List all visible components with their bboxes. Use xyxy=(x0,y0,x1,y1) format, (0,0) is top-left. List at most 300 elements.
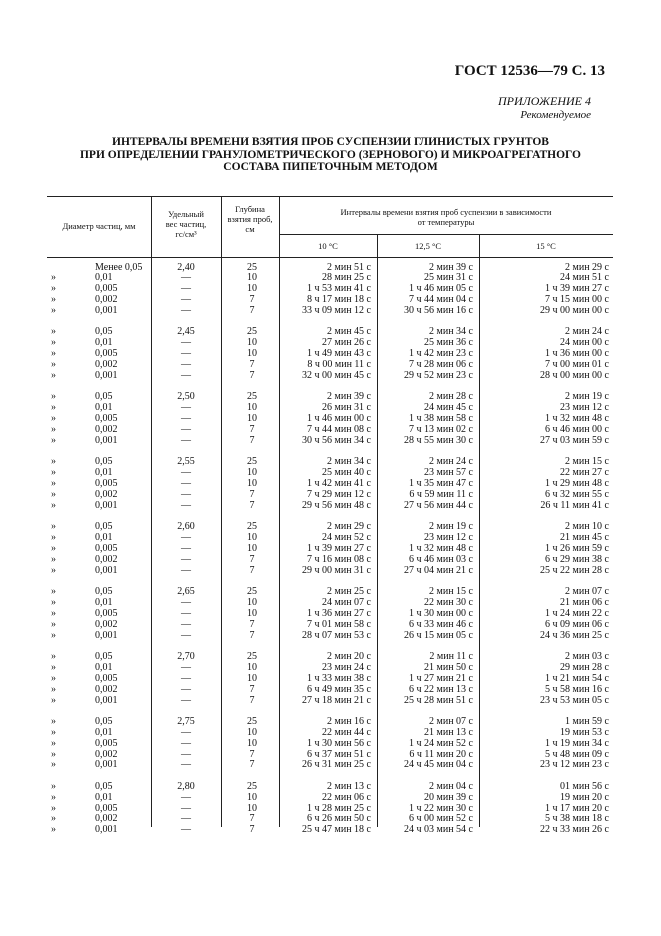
cell-ditto-mark: » xyxy=(51,780,56,792)
cell-depth: 7 xyxy=(249,564,255,576)
cell-depth: 10 xyxy=(247,532,257,543)
title-line-1: ИНТЕРВАЛЫ ВРЕМЕНИ ВЗЯТИЯ ПРОБ СУСПЕНЗИИ ГЛИНИСТЫХ ГРУНТОВ xyxy=(112,136,549,148)
cell-ditto-mark: » xyxy=(51,348,56,360)
cell-ditto-mark: » xyxy=(51,499,56,511)
cell-diameter: 0,005 xyxy=(95,802,118,814)
cell-time-12-5: 6 ч 46 мин 03 с xyxy=(409,553,473,565)
title-line-3: СОСТАВА ПИПЕТОЧНЫМ МЕТОДОМ xyxy=(223,161,438,173)
appendix-block xyxy=(498,94,591,122)
cell-diameter: 0,01 xyxy=(95,467,113,479)
table-row xyxy=(47,803,613,814)
cell-time-15: 2 мин 15 с xyxy=(565,456,609,468)
cell-specific-weight: — xyxy=(181,413,191,425)
header-intervals-line: от температуры xyxy=(417,217,475,227)
cell-time-15: 28 ч 00 мин 00 с xyxy=(540,370,609,381)
document-title xyxy=(0,136,661,174)
cell-time-10: 8 ч 00 мин 11 с xyxy=(307,359,371,371)
cell-time-10: 28 ч 07 мин 53 с xyxy=(302,629,371,641)
cell-time-12-5: 1 ч 27 мин 21 с xyxy=(409,672,473,684)
cell-depth: 7 xyxy=(249,824,255,836)
table-row xyxy=(47,749,613,760)
cell-time-15: 6 ч 46 мин 00 с xyxy=(545,424,609,435)
cell-time-12-5: 1 ч 42 мин 23 с xyxy=(409,348,473,360)
cell-ditto-mark: » xyxy=(51,478,56,489)
cell-time-12-5: 2 мин 24 с xyxy=(429,456,473,468)
cell-time-12-5: 2 мин 34 с xyxy=(429,326,473,338)
cell-specific-weight: — xyxy=(181,596,191,608)
cell-depth: 10 xyxy=(247,283,257,295)
cell-depth: 10 xyxy=(247,467,257,479)
header-temp-10: 10 °С xyxy=(318,241,338,251)
cell-time-12-5: 23 мин 57 с xyxy=(424,467,473,479)
cell-specific-weight: 2,45 xyxy=(177,326,195,338)
cell-time-15: 5 ч 48 мин 09 с xyxy=(545,748,609,760)
cell-time-12-5: 1 ч 35 мин 47 с xyxy=(409,478,473,489)
cell-specific-weight: — xyxy=(181,499,191,511)
table-row xyxy=(47,478,613,489)
cell-depth: 10 xyxy=(247,413,257,425)
cell-time-12-5: 24 ч 03 мин 54 с xyxy=(404,824,473,836)
header-temp-15: 15 °С xyxy=(536,241,556,251)
cell-time-15: 2 мин 07 с xyxy=(565,586,609,597)
table-row xyxy=(47,630,613,641)
table-row xyxy=(47,695,613,706)
cell-depth: 7 xyxy=(249,424,255,435)
cell-depth: 10 xyxy=(247,607,257,619)
table-row xyxy=(47,813,613,824)
cell-time-15: 1 ч 17 мин 20 с xyxy=(545,802,609,814)
cell-diameter: 0,001 xyxy=(95,434,118,446)
cell-time-15: 21 мин 06 с xyxy=(560,596,609,608)
cell-time-12-5: 2 мин 11 с xyxy=(429,650,473,662)
cell-diameter: 0,05 xyxy=(95,650,113,662)
cell-specific-weight: — xyxy=(181,737,191,749)
cell-specific-weight: 2,80 xyxy=(177,780,195,792)
cell-specific-weight: — xyxy=(181,683,191,695)
cell-time-12-5: 1 ч 22 мин 30 с xyxy=(409,802,473,814)
cell-specific-weight: — xyxy=(181,564,191,576)
cell-specific-weight: — xyxy=(181,618,191,630)
cell-diameter: 0,001 xyxy=(95,499,118,511)
cell-time-15: 5 ч 38 мин 18 с xyxy=(545,813,609,825)
cell-specific-weight: — xyxy=(181,434,191,446)
header-diameter: Диаметр частиц, мм xyxy=(62,221,136,231)
cell-ditto-mark: » xyxy=(51,272,56,284)
cell-diameter: 0,002 xyxy=(95,553,118,565)
cell-depth: 10 xyxy=(247,672,257,684)
table-row xyxy=(47,500,613,511)
cell-depth: 10 xyxy=(247,791,257,803)
cell-time-12-5: 29 ч 52 мин 23 с xyxy=(404,370,473,381)
table-row xyxy=(47,543,613,554)
table-row xyxy=(47,684,613,695)
cell-depth: 10 xyxy=(247,402,257,414)
cell-ditto-mark: » xyxy=(51,359,56,371)
cell-diameter: Менее 0,05 xyxy=(95,261,143,273)
cell-ditto-mark: » xyxy=(51,424,56,435)
cell-diameter: 0,005 xyxy=(95,413,118,425)
cell-time-10: 29 ч 56 мин 48 с xyxy=(302,499,371,511)
cell-time-10: 23 мин 24 с xyxy=(322,661,371,673)
cell-specific-weight: — xyxy=(181,348,191,360)
cell-diameter: 0,05 xyxy=(95,391,113,403)
cell-diameter: 0,05 xyxy=(95,326,113,338)
cell-time-15: 24 ч 36 мин 25 с xyxy=(540,629,609,641)
cell-diameter: 0,001 xyxy=(95,370,118,381)
cell-ditto-mark: » xyxy=(51,456,56,468)
cell-depth: 7 xyxy=(249,683,255,695)
cell-time-12-5: 28 ч 55 мин 30 с xyxy=(404,434,473,446)
cell-diameter: 0,002 xyxy=(95,748,118,760)
cell-time-10: 1 ч 49 мин 43 с xyxy=(307,348,371,360)
cell-specific-weight: — xyxy=(181,824,191,836)
cell-ditto-mark: » xyxy=(51,672,56,684)
table-row xyxy=(47,283,613,294)
table-row xyxy=(47,326,613,337)
table-row xyxy=(47,294,613,305)
cell-time-12-5: 6 ч 00 мин 52 с xyxy=(409,813,473,825)
cell-time-10: 1 ч 42 мин 41 с xyxy=(307,478,371,489)
cell-ditto-mark: » xyxy=(51,467,56,479)
cell-time-10: 25 ч 47 мин 18 с xyxy=(302,824,371,836)
cell-depth: 7 xyxy=(249,370,255,381)
cell-time-12-5: 1 ч 32 мин 48 с xyxy=(409,542,473,554)
cell-ditto-mark: » xyxy=(51,564,56,576)
table-row xyxy=(47,305,613,316)
cell-time-10: 24 мин 07 с xyxy=(322,596,371,608)
cell-time-12-5: 21 мин 13 с xyxy=(424,726,473,738)
cell-time-10: 22 мин 44 с xyxy=(322,726,371,738)
table-row xyxy=(47,337,613,348)
cell-depth: 10 xyxy=(247,596,257,608)
cell-time-10: 1 ч 30 мин 56 с xyxy=(307,737,371,749)
cell-time-12-5: 20 мин 39 с xyxy=(424,791,473,803)
cell-ditto-mark: » xyxy=(51,661,56,673)
cell-depth: 7 xyxy=(249,759,255,771)
cell-time-10: 2 мин 16 с xyxy=(327,715,371,727)
cell-time-15: 1 ч 36 мин 00 с xyxy=(545,348,609,360)
cell-time-15: 21 мин 45 с xyxy=(560,532,609,543)
cell-diameter: 0,01 xyxy=(95,402,113,414)
cell-depth: 10 xyxy=(247,478,257,489)
cell-ditto-mark: » xyxy=(51,813,56,825)
cell-time-15: 19 мин 53 с xyxy=(560,726,609,738)
cell-time-12-5: 25 ч 28 мин 51 с xyxy=(404,694,473,706)
cell-time-10: 27 мин 26 с xyxy=(322,337,371,349)
cell-time-10: 2 мин 29 с xyxy=(327,521,371,533)
cell-time-10: 2 мин 25 с xyxy=(327,586,371,597)
cell-time-10: 26 ч 31 мин 25 с xyxy=(302,759,371,771)
cell-time-15: 7 ч 15 мин 00 с xyxy=(545,294,609,306)
header-weight-line: Удельный xyxy=(168,209,204,219)
cell-depth: 7 xyxy=(249,488,255,500)
cell-ditto-mark: » xyxy=(51,694,56,706)
cell-specific-weight: — xyxy=(181,748,191,760)
cell-ditto-mark: » xyxy=(51,326,56,338)
header-depth-line: взятия проб, xyxy=(227,214,273,224)
cell-time-12-5: 27 ч 04 мин 21 с xyxy=(404,564,473,576)
cell-time-15: 1 ч 21 мин 54 с xyxy=(545,672,609,684)
cell-ditto-mark: » xyxy=(51,434,56,446)
cell-specific-weight: 2,70 xyxy=(177,650,195,662)
cell-time-10: 33 ч 09 мин 12 с xyxy=(302,305,371,317)
cell-time-12-5: 26 ч 15 мин 05 с xyxy=(404,629,473,641)
cell-ditto-mark: » xyxy=(51,586,56,597)
table-row xyxy=(47,467,613,478)
cell-time-15: 1 ч 32 мин 48 с xyxy=(545,413,609,425)
cell-depth: 25 xyxy=(247,715,257,727)
cell-specific-weight: — xyxy=(181,791,191,803)
cell-time-12-5: 23 мин 12 с xyxy=(424,532,473,543)
table-row xyxy=(47,759,613,770)
table-row xyxy=(47,673,613,684)
cell-diameter: 0,01 xyxy=(95,532,113,543)
cell-time-15: 24 мин 00 с xyxy=(560,337,609,349)
cell-depth: 25 xyxy=(247,521,257,533)
cell-diameter: 0,05 xyxy=(95,780,113,792)
cell-depth: 7 xyxy=(249,305,255,317)
cell-time-12-5: 7 ч 44 мин 04 с xyxy=(409,294,473,306)
cell-specific-weight: — xyxy=(181,542,191,554)
table-row xyxy=(47,597,613,608)
cell-time-10: 1 ч 36 мин 27 с xyxy=(307,607,371,619)
cell-ditto-mark: » xyxy=(51,294,56,306)
cell-time-12-5: 24 ч 45 мин 04 с xyxy=(404,759,473,771)
header-intervals-line: Интервалы времени взятия проб суспензии в зависимости xyxy=(340,207,552,217)
header-bottom-rule xyxy=(47,257,613,258)
cell-depth: 7 xyxy=(249,294,255,306)
cell-diameter: 0,01 xyxy=(95,272,113,284)
cell-specific-weight: 2,40 xyxy=(177,261,195,273)
cell-time-10: 1 ч 53 мин 41 с xyxy=(307,283,371,295)
cell-specific-weight: — xyxy=(181,305,191,317)
cell-time-10: 2 мин 34 с xyxy=(327,456,371,468)
table-row xyxy=(47,435,613,446)
cell-specific-weight: — xyxy=(181,294,191,306)
cell-ditto-mark: » xyxy=(51,618,56,630)
cell-time-15: 22 ч 33 мин 26 с xyxy=(540,824,609,836)
table-row xyxy=(47,716,613,727)
cell-depth: 25 xyxy=(247,650,257,662)
cell-time-15: 25 ч 22 мин 28 с xyxy=(540,564,609,576)
temperature-subheader-rule xyxy=(279,234,613,235)
table-row xyxy=(47,662,613,673)
cell-specific-weight: — xyxy=(181,759,191,771)
cell-time-12-5: 1 ч 30 мин 00 с xyxy=(409,607,473,619)
cell-diameter: 0,001 xyxy=(95,305,118,317)
cell-specific-weight: — xyxy=(181,661,191,673)
cell-specific-weight: — xyxy=(181,370,191,381)
cell-time-10: 28 мин 25 с xyxy=(322,272,371,284)
cell-specific-weight: — xyxy=(181,694,191,706)
header-weight-line: вес частиц, xyxy=(165,219,207,229)
cell-ditto-mark: » xyxy=(51,553,56,565)
cell-time-12-5: 6 ч 22 мин 13 с xyxy=(409,683,473,695)
cell-diameter: 0,002 xyxy=(95,683,118,695)
cell-diameter: 0,01 xyxy=(95,661,113,673)
cell-time-12-5: 2 мин 07 с xyxy=(429,715,473,727)
cell-time-10: 27 ч 18 мин 21 с xyxy=(302,694,371,706)
cell-diameter: 0,005 xyxy=(95,348,118,360)
cell-specific-weight: — xyxy=(181,283,191,295)
cell-time-12-5: 7 ч 28 мин 06 с xyxy=(409,359,473,371)
header-depth xyxy=(221,204,279,234)
cell-time-15: 23 мин 12 с xyxy=(560,402,609,414)
cell-specific-weight: — xyxy=(181,467,191,479)
cell-time-10: 24 мин 52 с xyxy=(322,532,371,543)
cell-time-15: 29 мин 28 с xyxy=(560,661,609,673)
cell-time-15: 1 ч 24 мин 22 с xyxy=(545,607,609,619)
cell-specific-weight: — xyxy=(181,813,191,825)
cell-diameter: 0,05 xyxy=(95,456,113,468)
cell-time-15: 2 мин 19 с xyxy=(565,391,609,403)
cell-time-10: 2 мин 45 с xyxy=(327,326,371,338)
cell-depth: 7 xyxy=(249,629,255,641)
title-line-2: ПРИ ОПРЕДЕЛЕНИИ ГРАНУЛОМЕТРИЧЕСКОГО (ЗЕРНОВОГО) И МИКРОАГРЕГАТНОГО xyxy=(79,148,582,161)
cell-ditto-mark: » xyxy=(51,629,56,641)
cell-diameter: 0,005 xyxy=(95,542,118,554)
cell-time-15: 22 мин 27 с xyxy=(560,467,609,479)
cell-depth: 7 xyxy=(249,813,255,825)
cell-diameter: 0,001 xyxy=(95,694,118,706)
cell-time-15: 26 ч 11 мин 41 с xyxy=(540,499,609,511)
cell-time-12-5: 2 мин 28 с xyxy=(429,391,473,403)
cell-time-12-5: 30 ч 56 мин 16 с xyxy=(404,305,473,317)
cell-ditto-mark: » xyxy=(51,283,56,295)
cell-time-15: 19 мин 20 с xyxy=(560,791,609,803)
cell-time-10: 7 ч 16 мин 08 с xyxy=(307,553,371,565)
cell-ditto-mark: » xyxy=(51,824,56,836)
table-row xyxy=(47,370,613,381)
cell-specific-weight: — xyxy=(181,272,191,284)
cell-ditto-mark: » xyxy=(51,715,56,727)
cell-ditto-mark: » xyxy=(51,791,56,803)
cell-specific-weight: — xyxy=(181,607,191,619)
cell-ditto-mark: » xyxy=(51,542,56,554)
cell-time-12-5: 1 ч 46 мин 05 с xyxy=(409,283,473,295)
cell-diameter: 0,05 xyxy=(95,586,113,597)
cell-specific-weight: 2,55 xyxy=(177,456,195,468)
table-row xyxy=(47,586,613,597)
cell-ditto-mark: » xyxy=(51,650,56,662)
cell-diameter: 0,005 xyxy=(95,478,118,489)
cell-time-12-5: 2 мин 15 с xyxy=(429,586,473,597)
cell-diameter: 0,005 xyxy=(95,672,118,684)
cell-time-12-5: 27 ч 56 мин 44 с xyxy=(404,499,473,511)
cell-time-12-5: 2 мин 19 с xyxy=(429,521,473,533)
cell-ditto-mark: » xyxy=(51,726,56,738)
cell-depth: 10 xyxy=(247,802,257,814)
cell-time-15: 23 ч 12 мин 23 с xyxy=(540,759,609,771)
cell-diameter: 0,05 xyxy=(95,521,113,533)
cell-diameter: 0,005 xyxy=(95,737,118,749)
cell-time-10: 30 ч 56 мин 34 с xyxy=(302,434,371,446)
cell-depth: 7 xyxy=(249,748,255,760)
cell-time-15: 27 ч 03 мин 59 с xyxy=(540,434,609,446)
cell-time-12-5: 6 ч 33 мин 46 с xyxy=(409,618,473,630)
cell-depth: 25 xyxy=(247,586,257,597)
cell-depth: 7 xyxy=(249,434,255,446)
header-depth-line: см xyxy=(245,224,255,234)
table-row xyxy=(47,781,613,792)
cell-time-10: 2 мин 20 с xyxy=(327,650,371,662)
cell-time-12-5: 2 мин 04 с xyxy=(429,780,473,792)
cell-time-15: 6 ч 09 мин 06 с xyxy=(545,618,609,630)
cell-diameter: 0,01 xyxy=(95,596,113,608)
cell-diameter: 0,002 xyxy=(95,424,118,435)
cell-specific-weight: — xyxy=(181,532,191,543)
table-row xyxy=(47,521,613,532)
cell-depth: 7 xyxy=(249,694,255,706)
cell-diameter: 0,002 xyxy=(95,618,118,630)
cell-depth: 10 xyxy=(247,542,257,554)
cell-ditto-mark: » xyxy=(51,413,56,425)
cell-specific-weight: — xyxy=(181,672,191,684)
cell-time-15: 2 мин 10 с xyxy=(565,521,609,533)
cell-time-15: 01 мин 56 с xyxy=(560,780,609,792)
cell-time-12-5: 25 мин 31 с xyxy=(424,272,473,284)
cell-time-10: 6 ч 49 мин 35 с xyxy=(307,683,371,695)
cell-ditto-mark: » xyxy=(51,521,56,533)
cell-time-10: 8 ч 17 мин 18 с xyxy=(307,294,371,306)
cell-diameter: 0,05 xyxy=(95,715,113,727)
cell-specific-weight: — xyxy=(181,337,191,349)
cell-ditto-mark: » xyxy=(51,305,56,317)
cell-time-12-5: 25 мин 36 с xyxy=(424,337,473,349)
cell-depth: 10 xyxy=(247,272,257,284)
cell-time-10: 2 мин 13 с xyxy=(327,780,371,792)
cell-ditto-mark: » xyxy=(51,337,56,349)
cell-time-12-5: 7 ч 13 мин 02 с xyxy=(409,424,473,435)
cell-time-10: 25 мин 40 с xyxy=(322,467,371,479)
appendix-note: Рекомендуемое xyxy=(520,109,591,121)
cell-diameter: 0,002 xyxy=(95,359,118,371)
cell-time-10: 7 ч 44 мин 08 с xyxy=(307,424,371,435)
cell-time-10: 2 мин 51 с xyxy=(327,261,371,273)
cell-depth: 7 xyxy=(249,359,255,371)
cell-diameter: 0,001 xyxy=(95,824,118,836)
cell-depth: 25 xyxy=(247,780,257,792)
cell-time-15: 7 ч 00 мин 01 с xyxy=(545,359,609,371)
cell-depth: 10 xyxy=(247,337,257,349)
cell-specific-weight: 2,65 xyxy=(177,586,195,597)
cell-depth: 10 xyxy=(247,348,257,360)
cell-diameter: 0,01 xyxy=(95,791,113,803)
cell-time-10: 1 ч 33 мин 38 с xyxy=(307,672,371,684)
page-number: ГОСТ 12536—79 С. 13 xyxy=(454,63,605,79)
cell-ditto-mark: » xyxy=(51,607,56,619)
cell-specific-weight: — xyxy=(181,629,191,641)
cell-time-10: 29 ч 00 мин 31 с xyxy=(302,564,371,576)
cell-time-15: 29 ч 00 мин 00 с xyxy=(540,305,609,317)
cell-depth: 7 xyxy=(249,499,255,511)
cell-depth: 10 xyxy=(247,737,257,749)
cell-time-15: 2 мин 29 с xyxy=(565,261,609,273)
header-temp-12-5: 12,5 °С xyxy=(414,241,442,251)
cell-specific-weight: — xyxy=(181,478,191,489)
cell-depth: 25 xyxy=(247,391,257,403)
cell-specific-weight: 2,50 xyxy=(177,391,195,403)
table-row xyxy=(47,424,613,435)
cell-specific-weight: — xyxy=(181,488,191,500)
cell-time-15: 2 мин 03 с xyxy=(565,650,609,662)
cell-diameter: 0,005 xyxy=(95,607,118,619)
table-row xyxy=(47,391,613,402)
cell-time-10: 6 ч 37 мин 51 с xyxy=(307,748,371,760)
table-row xyxy=(47,565,613,576)
cell-time-12-5: 24 мин 45 с xyxy=(424,402,473,414)
table-row xyxy=(47,456,613,467)
